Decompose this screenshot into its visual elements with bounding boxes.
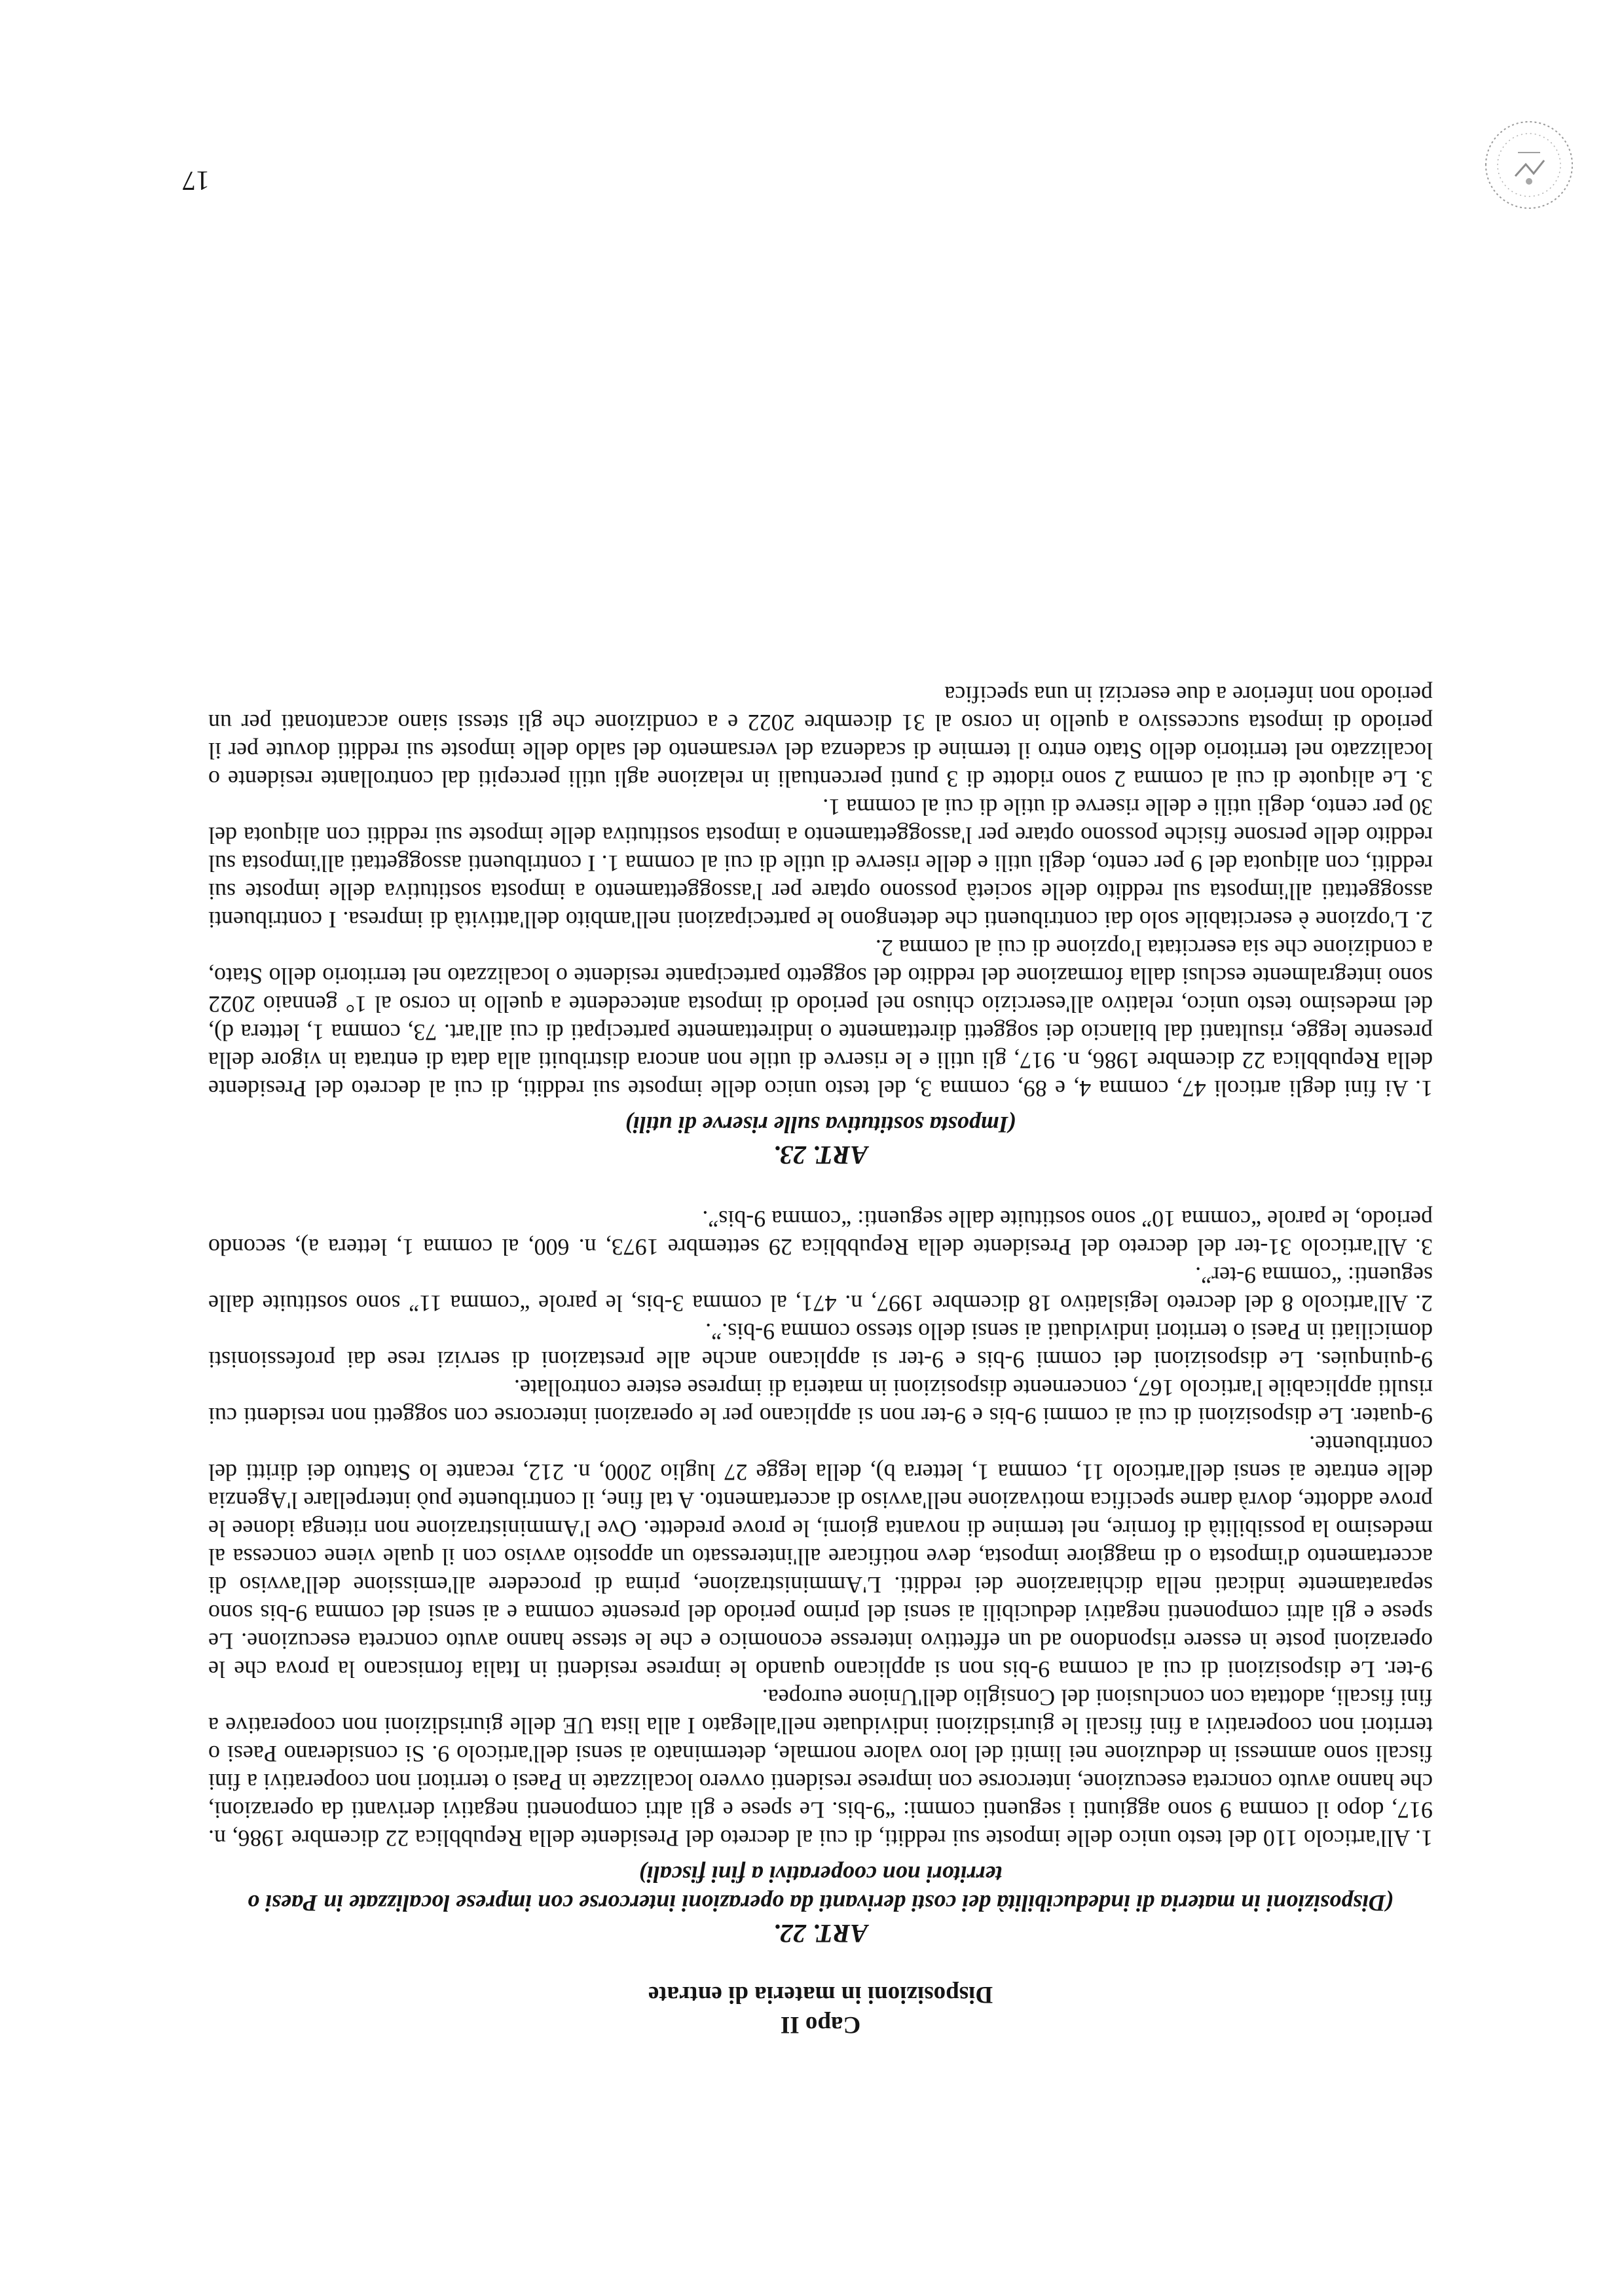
article-22-paragraph: 1. All'articolo 110 del testo unico delle imposte sui redditi, di cui al decreto del Presidente della Repubblica 22 dicembre 1986, n. 917, dopo il comma 9 sono aggiunti i seguenti commi: “9-bis. Le spese e gli altri componenti negativi derivanti da operazioni, che hanno avuto concreta esecuzione, intercorse con imprese residenti ovvero localizzate in Paesi o territori non cooperativi a fini fiscali sono ammessi in deduzione nei limiti del loro valore normale, determinato ai sensi dell'articolo 9. Si considerano Paesi o territori non cooperativi a fini fiscali le giurisdizioni individuate nell'allegato I alla lista UE delle giurisdizioni non cooperative a fini fiscali, adottata con conclusioni del Consiglio dell'Unione europea. [208, 1685, 1433, 1851]
section-gap [208, 1176, 1433, 1205]
article-23-paragraph: 2. L'opzione è esercitabile solo dai contribuenti che detengono le partecipazioni nell'ambito dell'attività di impresa. I contribuenti assoggettati all'imposta sul reddito delle società possono optare per l'assoggettamento a imposta sostitutiva delle imposte sui redditi, con aliquota del 9 per cento, degli utili e delle riserve di utile di cui al comma 1. I contribuenti assoggettati all'imposta sul reddito delle persone fisiche possono optare per l'assoggettamento a imposta sostitutiva delle imposte sui redditi con aliquota del 30 per cento, degli utili e delle riserve di utile di cui al comma 1. [208, 794, 1433, 933]
article-22-paragraph: 9-quater. Le disposizioni di cui ai commi 9-bis e 9-ter non si applicano per le operazioni intercorse con soggetti non residenti cui risulti applicabile l'articolo 167, concernente disposizioni in materia di imprese estere controllate. [208, 1375, 1433, 1429]
article-22-paragraph: 9-ter. Le disposizioni di cui al comma 9-bis non si applicano quando le imprese residenti in Italia forniscano la prova che le operazioni poste in essere rispondono ad un effettivo interesse economico e che le stesse hanno avuto concreta esecuzione. Le spese e gli altri componenti negativi deducibili ai sensi del primo periodo del presente comma e ai sensi del comma 9-bis sono separatamente indicati nella dichiarazione dei redditi. L'Amministrazione, prima di procedere all'emissione dell'avviso di accertamento d'imposta o di maggiore imposta, deve notificare all'interessato un apposito avviso con il quale viene concessa al medesimo la possibilità di fornire, nel termine di novanta giorni, le prove predette. Ove l'Amministrazione non ritenga idonee le prove addotte, dovrà darne specifica motivazione nell'avviso di accertamento. A tal fine, il contribuente può interpellare l'Agenzia delle entrate ai sensi dell'articolo 11, comma 1, lettera b), della legge 27 luglio 2000, n. 212, recante lo Statuto dei diritti del contribuente. [208, 1431, 1433, 1683]
page-number: 17 [182, 165, 210, 195]
article-23-paragraph: 1. Ai fini degli articoli 47, comma 4, e 89, comma 3, del testo unico delle imposte sui redditi, di cui al decreto del Presidente della Repubblica 22 dicembre 1986, n. 917, gli utili e le riserve di utile non ancora distribuiti alla data di entrata in vigore della presente legge, risultanti dal bilancio dei soggetti direttamente o indirettamente partecipati di cui all'art. 73, comma 1, lettera d), del medesimo testo unico, relativo all'esercizio chiuso nel periodo di imposta antecedente a quello in corso al 1° gennaio 2022 sono integralmente esclusi dalla formazione del reddito del soggetto partecipante residente o localizzato nel territorio dello Stato, a condizione che sia esercitata l'opzione di cui al comma 2. [208, 935, 1433, 1102]
chapter-subtitle: Disposizioni in materia di entrate [648, 1981, 993, 2008]
article-22-paragraph: 2. All'articolo 8 del decreto legislativo 18 dicembre 1997, n. 471, al comma 3-bis, le parole “comma 11” sono sostituite dalle seguenti: “comma 9-ter”. [208, 1262, 1433, 1317]
chapter-title: Capo II [780, 2011, 861, 2038]
article-22-title: ART. 22. [773, 1919, 868, 1948]
article-22-paragraph: 3. All'articolo 31-ter del decreto del Presidente della Repubblica 29 settembre 1973, n. 600, al comma 1, lettera a), secondo periodo, le parole “comma 10” sono sostituite dalle seguenti: “comma 9-bis”. [208, 1206, 1433, 1260]
article-22-paragraph: 9-quinquies. Le disposizioni dei commi 9-bis e 9-ter si applicano anche alle prestazioni di servizi rese dai professionisti domiciliati in Paesi o territori individuati ai sensi dello stesso comma 9-bis.”. [208, 1319, 1433, 1373]
article-23-subtitle: (Imposta sostitutiva sulle riserve di utili) [625, 1112, 1016, 1138]
article-23-paragraph: 3. Le aliquote di cui al comma 2 sono ridotte di 3 punti percentuali in relazione agli utili percepiti dal controllante residente o localizzato nel territorio dello Stato entro il termine di scadenza del versamento del saldo delle imposte sui redditi dovute per il periodo di imposta successivo a quello in corso al 31 dicembre 2022 e a condizione che gli stessi siano accantonati per un periodo non inferiore a due esercizi in una specifica [208, 682, 1433, 792]
article-22-subtitle: (Disposizioni in materia di indeducibilità dei costi derivanti da operazioni intercorse con imprese localizzate in Paesi o territori non cooperativi a fini fiscali) [247, 1861, 1394, 1916]
document-body [208, 680, 1433, 2039]
article-23-title: ART. 23. [773, 1140, 868, 1170]
official-stamp-icon [1480, 116, 1578, 214]
